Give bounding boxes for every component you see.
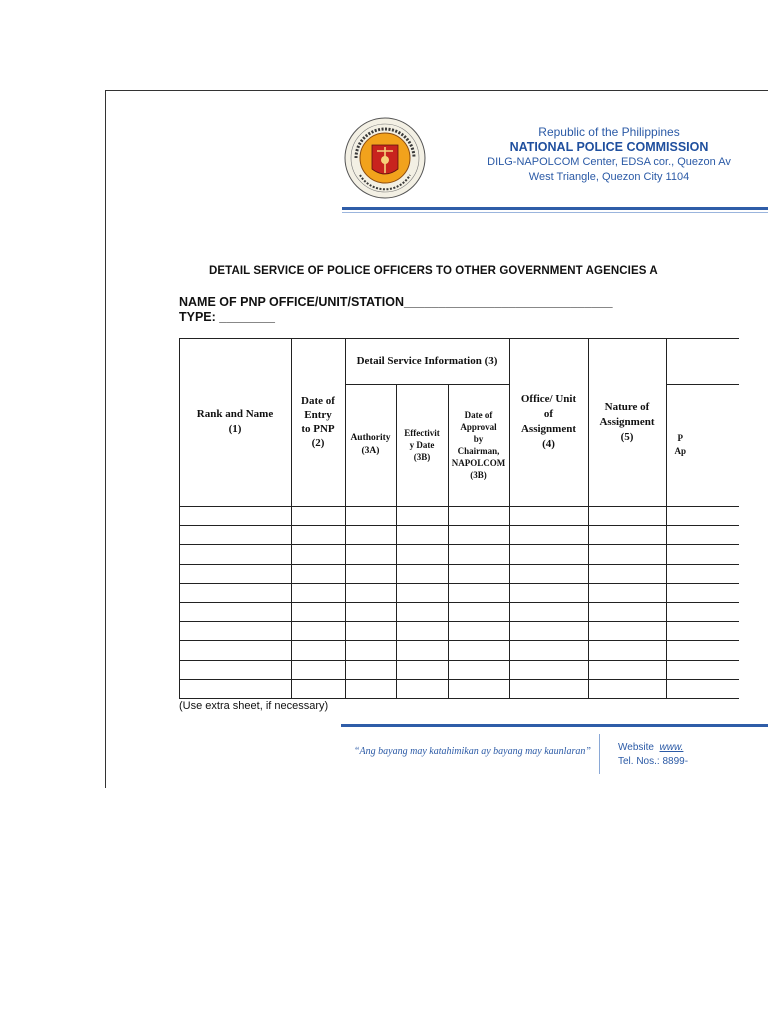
extra-sheet-note: (Use extra sheet, if necessary) <box>179 700 329 712</box>
table-cell[interactable] <box>449 622 509 640</box>
header-approval-date: Date of Approval by Chairman, NAPOLCOM (3B) <box>451 410 506 480</box>
table-cell[interactable] <box>346 507 396 525</box>
header-effectivity-date: Effectivit y Date (3B) <box>404 428 440 462</box>
footer-divider <box>599 734 600 774</box>
table-cell[interactable] <box>292 622 345 640</box>
table-cell[interactable] <box>667 641 739 659</box>
table-cell[interactable] <box>667 603 739 621</box>
table-cell[interactable] <box>397 661 448 679</box>
table-cell[interactable] <box>397 584 448 602</box>
table-cell[interactable] <box>589 565 666 583</box>
table-row-border <box>179 698 739 699</box>
table-cell[interactable] <box>667 526 739 544</box>
table-cell[interactable] <box>449 565 509 583</box>
table-cell[interactable] <box>510 622 588 640</box>
table-cell[interactable] <box>292 680 345 698</box>
table-cell[interactable] <box>589 622 666 640</box>
table-cell[interactable] <box>667 584 739 602</box>
table-cell[interactable] <box>397 545 448 563</box>
republic-text: Republic of the Philippines <box>538 125 680 139</box>
table-cell[interactable] <box>180 603 291 621</box>
form-title: DETAIL SERVICE OF POLICE OFFICERS TO OTHER GOVERNMENT AGENCIES A <box>209 265 658 277</box>
type-field: TYPE: ________ <box>179 310 275 324</box>
table-cell[interactable] <box>589 584 666 602</box>
agency-name: NATIONAL POLICE COMMISSION <box>509 140 709 154</box>
table-cell[interactable] <box>292 603 345 621</box>
table-cell[interactable] <box>180 565 291 583</box>
table-cell[interactable] <box>346 584 396 602</box>
table-cell[interactable] <box>510 565 588 583</box>
table-cell[interactable] <box>510 680 588 698</box>
header-rule <box>342 207 768 210</box>
table-cell[interactable] <box>180 661 291 679</box>
table-cell[interactable] <box>346 641 396 659</box>
table-cell[interactable] <box>292 641 345 659</box>
header-office-unit: Office/ Unit of Assignment (4) <box>520 393 577 450</box>
table-cell[interactable] <box>397 622 448 640</box>
table-cell[interactable] <box>397 641 448 659</box>
table-top-border <box>179 338 739 339</box>
table-cell[interactable] <box>589 680 666 698</box>
table-cell[interactable] <box>449 545 509 563</box>
table-cell[interactable] <box>292 584 345 602</box>
table-cell[interactable] <box>449 661 509 679</box>
table-cell[interactable] <box>449 507 509 525</box>
table-cell[interactable] <box>397 526 448 544</box>
table-cell[interactable] <box>449 680 509 698</box>
table-cell[interactable] <box>292 565 345 583</box>
table-cell[interactable] <box>180 545 291 563</box>
napolcom-seal-logo <box>344 117 426 199</box>
table-cell[interactable] <box>510 641 588 659</box>
detail-group-divider <box>345 384 509 385</box>
table-cell[interactable] <box>346 565 396 583</box>
table-cell[interactable] <box>397 680 448 698</box>
table-cell[interactable] <box>292 661 345 679</box>
table-cell[interactable] <box>449 584 509 602</box>
table-cell[interactable] <box>589 545 666 563</box>
table-cell[interactable] <box>667 507 739 525</box>
table-cell[interactable] <box>667 622 739 640</box>
table-cell[interactable] <box>510 584 588 602</box>
table-cell[interactable] <box>449 603 509 621</box>
table-cell[interactable] <box>449 526 509 544</box>
table-cell[interactable] <box>180 584 291 602</box>
header-detail-service-info: Detail Service Information (3) <box>356 355 498 367</box>
header-date-entry: Date of Entry to PNP (2) <box>301 395 335 449</box>
table-cell[interactable] <box>346 622 396 640</box>
agency-header <box>444 125 768 185</box>
website-link[interactable]: www. <box>659 742 684 753</box>
table-cell[interactable] <box>589 603 666 621</box>
table-cell[interactable] <box>667 661 739 679</box>
address-line-2: West Triangle, Quezon City 1104 <box>528 171 690 183</box>
table-cell[interactable] <box>449 641 509 659</box>
table-cell[interactable] <box>346 526 396 544</box>
header-rank-name: Rank and Name (1) <box>196 408 274 435</box>
table-cell[interactable] <box>292 507 345 525</box>
table-cell[interactable] <box>510 545 588 563</box>
table-cell[interactable] <box>667 565 739 583</box>
table-cell[interactable] <box>589 526 666 544</box>
table-cell[interactable] <box>667 545 739 563</box>
table-cell[interactable] <box>589 661 666 679</box>
table-cell[interactable] <box>589 641 666 659</box>
table-cell[interactable] <box>346 545 396 563</box>
table-cell[interactable] <box>510 507 588 525</box>
table-cell[interactable] <box>397 603 448 621</box>
website-label: Website <box>618 742 654 753</box>
table-cell[interactable] <box>510 603 588 621</box>
contact-info <box>618 741 688 769</box>
table-cell[interactable] <box>180 641 291 659</box>
table-cell[interactable] <box>346 680 396 698</box>
document-page <box>105 90 768 788</box>
address-line-1: DILG-NAPOLCOM Center, EDSA cor., Quezon Av <box>487 156 731 168</box>
table-cell[interactable] <box>180 622 291 640</box>
motto-text: “Ang bayang may katahimikan ay bayang may kaunlaran” <box>354 746 591 757</box>
table-cell[interactable] <box>397 565 448 583</box>
header-authority: Authority (3A) <box>350 433 391 456</box>
office-name-field: NAME OF PNP OFFICE/UNIT/STATION______________________________ <box>179 295 613 309</box>
table-cell[interactable] <box>397 507 448 525</box>
header-nature-assignment: Nature of Assignment (5) <box>599 400 655 443</box>
telephone-text: Tel. Nos.: 8899- <box>618 756 689 767</box>
table-cell[interactable] <box>292 545 345 563</box>
table-cell[interactable] <box>292 526 345 544</box>
table-cell[interactable] <box>510 661 588 679</box>
table-cell[interactable] <box>180 680 291 698</box>
table-cell[interactable] <box>589 507 666 525</box>
table-cell[interactable] <box>667 680 739 698</box>
header-cut-column: P Ap <box>674 433 686 456</box>
table-cell[interactable] <box>346 603 396 621</box>
table-cell[interactable] <box>180 526 291 544</box>
table-cell[interactable] <box>510 526 588 544</box>
table-cell[interactable] <box>180 507 291 525</box>
cut-group-divider <box>666 384 739 385</box>
table-cell[interactable] <box>346 661 396 679</box>
footer-rule <box>341 724 768 727</box>
header-rule-thin <box>342 212 768 213</box>
